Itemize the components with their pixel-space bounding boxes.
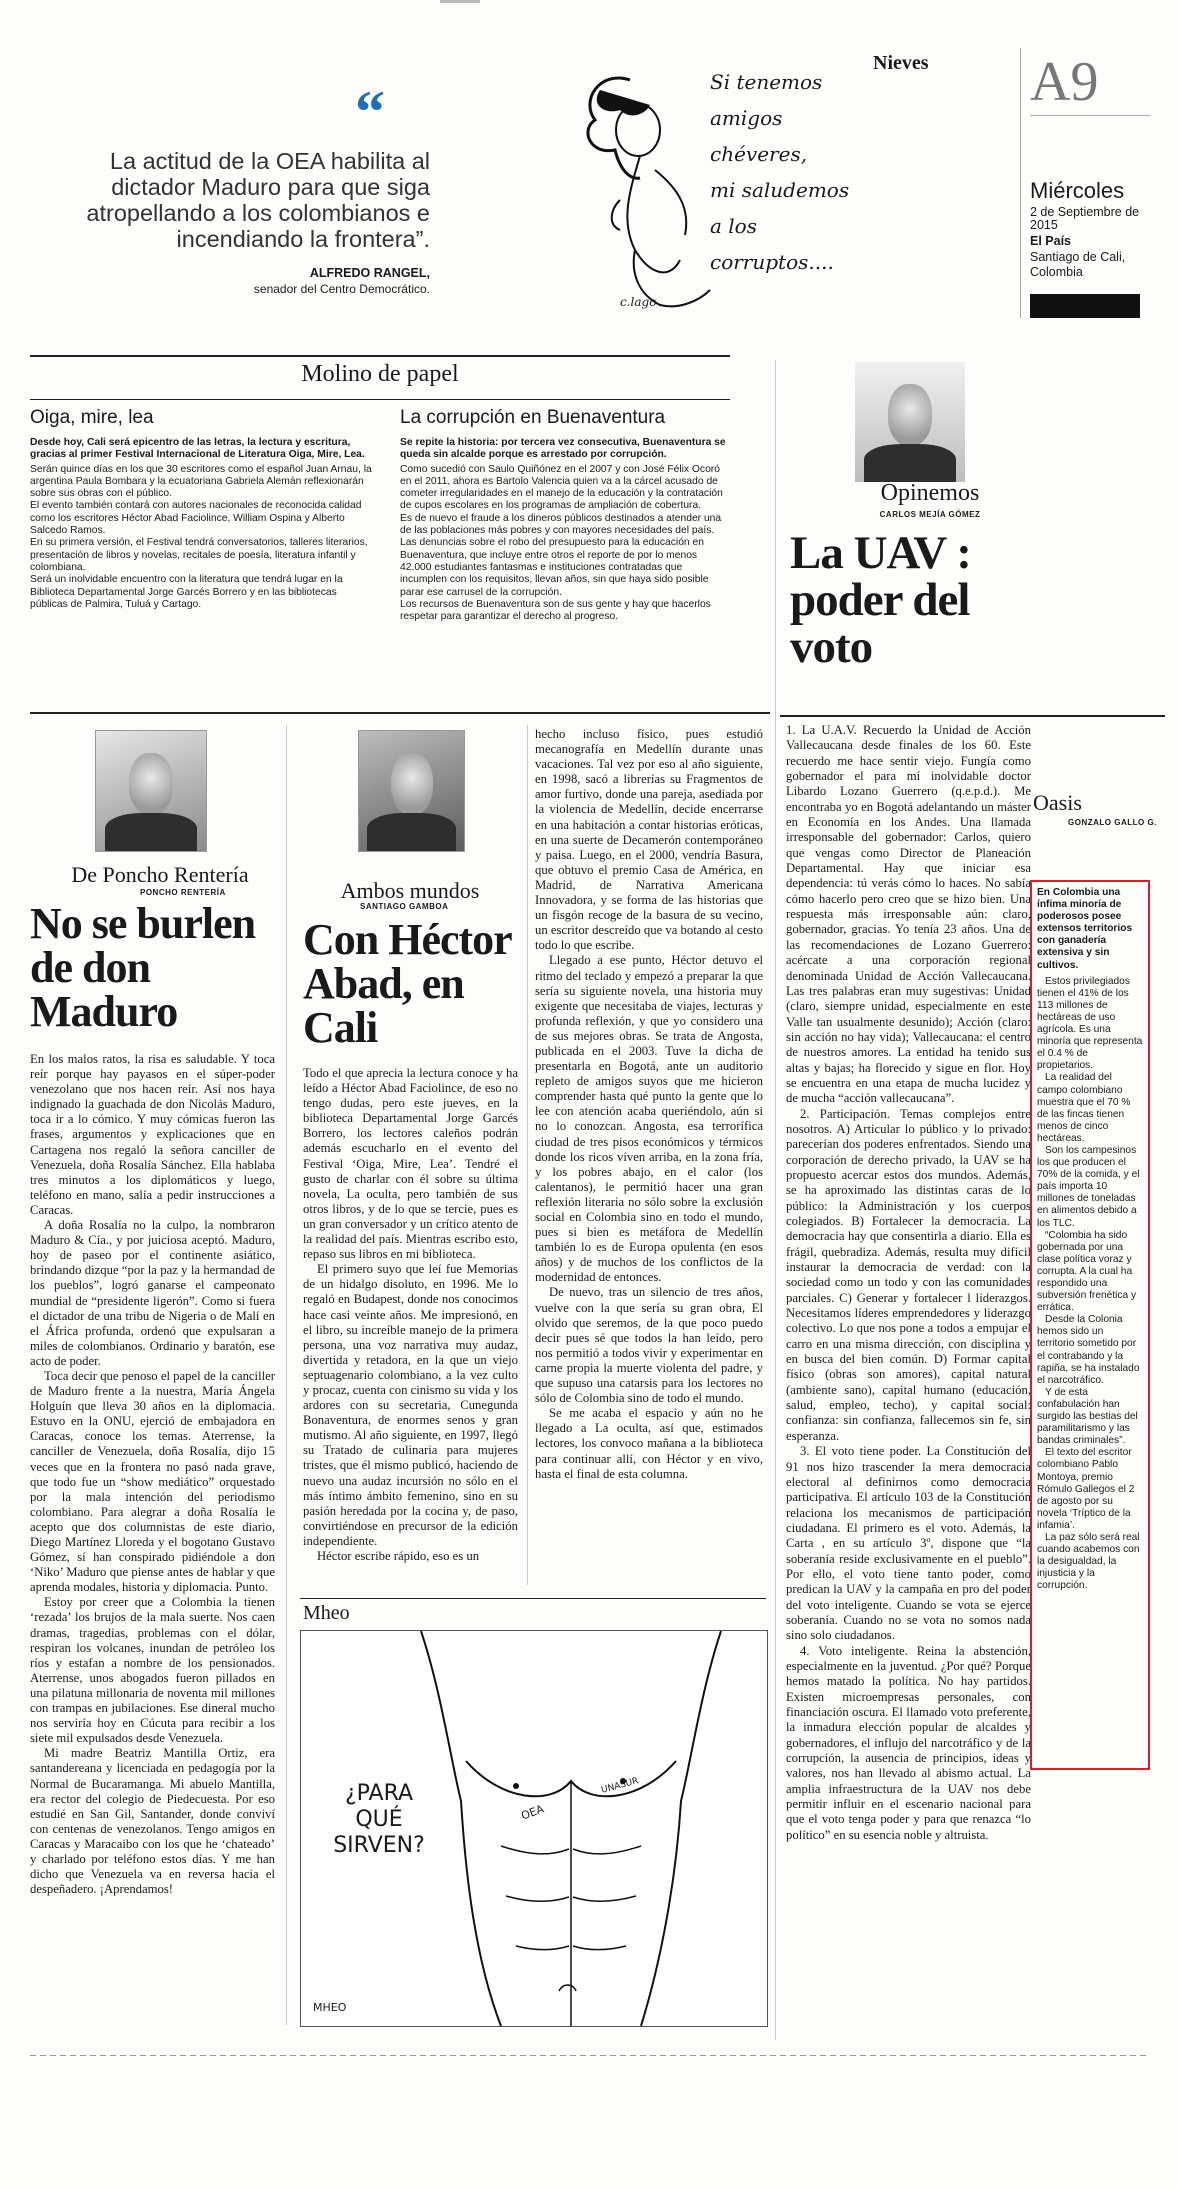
quote-text: La actitud de la OEA habilita al dictador Maduro para que siga atropellando a los colombianos e incendiando la frontera”. [86,148,430,252]
opinemos-p3: 3. El voto tiene poder. La Constitución del 91 nos hizo trascender la mera democracia electoral al definirnos como democracia participativa. El artículo 103 de la Constitución relaciona los mecanismos de participación ciudadana. El primero es el voto. Además, la Carta , en su artículo 3º, dispone que “la soberanía reside exclusivamente en el pueblo”. Por ello, el voto tiene tanto poder, como predican la UAV y la campaña en pro del poder del voto inteligente. Cuando se vota se ejerce soberanía. Cuando no se vota no somos nada sino solo ciudadanos. [786,1444,1031,1643]
cartoon-line-6: corruptos.... [710,250,834,274]
mid-rule [30,712,770,714]
ambos-col2-p3: De nuevo, tras un silencio de tres años, vuelve con la que sería su gran obra, El olvido que seremos, de la que poco puedo decir pues sé que todos la han leído, pero nos permitió a todos vivir y experimentar en carne propia la muerte violenta del padre, y que supuso una catarsis para los lectores no sólo de Colombia sino de todo el mundo. [535,1285,763,1406]
quote-author: ALFREDO RANGEL, [309,266,430,280]
ambos-col2-p1: hecho incluso físico, pues estudió mecanografía en Medellín durante unas vacaciones. Tal vez por eso al año siguiente, en 1998, sacó a librerías su Fragmentos de amor furtivo, donde una pareja, asediada por la violencia de Medellín, decide encerrarse en una habitación a contar historias eróticas, en una suerte de Decamerón contemporáneo y paisa. Luego, en el 2000, vendría Basura, que obtuvo el premio Casa de América, en Madrid, de Narrativa Americana Innovadora, y se forma de las historias que un fisgón recoge de la basura de su vecino, un escritor descreído que va botando al cesto todo lo que escribe. [535,727,763,953]
mheo-bubble-line2: QUÉ [355,1807,403,1832]
masthead-vertical-rule [1020,48,1021,318]
ambos-col1-p2: El primero suyo que leí fue Memorias de un hidalgo disoluto, en 1996. Me lo regaló en Budapest, donde nos conocimos hace casi veinte años. Me impresionó, en el libro, su increíble manejo de la primera persona, una voz narrativa muy audaz, divertida y retadora, en la que un viejo septuagenario colombiano, a la vez culto y procaz, cuenta con cinismo su vida y los ardores con su secretaria, Cunegunda Bonaventura, de enormes senos y gran mutismo. Al año siguiente, en 1997, llegó su Tratado de culinaria para mujeres tristes, que él mismo publicó, haciendo de nuevo una audaz incursión no sólo en el más íntimo ámbito femenino, sino en su pasión heredada por la cocina y, de paso, convirtiéndose en precursor de la edición independiente. [303,1262,518,1548]
cartoon-line-2: amigos [710,106,783,130]
mheo-bubble-line3: SIRVEN? [333,1833,425,1858]
poncho-body [30,1052,275,1897]
molino-section [30,355,730,675]
poncho-section: De Poncho Rentería [71,862,249,887]
molino-right-p3: Las denuncias sobre el robo del presupuesto para la educación en Buenaventura, que incluye entre otros el reporte de por lo menos 42.000 estudiantes fantasmas e instituciones contratadas que incumplen con los requisitos, llevan años, sin que haya sido posible parar ese carrusel de la corrupción. [400,537,709,598]
ambos-headline: Con Héctor Abad, en Cali [303,915,511,1052]
molino-left-lead: Desde hoy, Cali será epicentro de las letras, la lectura y escritura, gracias al primer Festival Internacional de Literatura Oiga, Mire, Lea. [30,437,365,461]
opinemos-divider [780,715,1165,717]
page-number-underline [1030,115,1150,116]
poncho-p1: En los malos ratos, la risa es saludable. Y toca reír porque hay payasos en el súper-poder venezolano que nos hacen reír. Así nos haya indignado la guachada de don Nicolás Maduro, toca ir a lo cómico. Y muy cómicas fueron las frases, argumentos y explicaciones que en Cartagena nos regaló la señora canciller de Venezuela, doña Rosalía Sánchez. Ella hablaba tres minutos a los diplomáticos y luego, teléfono en mano, salía a pedir instrucciones a Caracas. [30,1052,275,1217]
opinemos-headline: La UAV : poder del voto [790,527,971,673]
quote-mark: “ [355,79,385,145]
opinemos-p2: 2. Participación. Temas complejos entre nosotros. A) Articular lo público y lo privado: parecerían dos poderes enfrentados. Siendo una corporación de derecho privado, la UAV se ha propuesto acercar estos dos mundos. Además, se ha aproximado las distintas caras de lo público: la Administración y los cuerpos colegiados. B) Fortalecer la democracia. La democracia hay que consentirla a diario. Ella es frágil, quebradiza. Además, resulta muy difícil instaurar la democracia de verdad: con la sociedad como un todo y con las comunidades parciales. C) Generar y fortalecer l liderazgos. Necesitamos líderes emprendedores y liderazgo colectivo. Lo que nos pone a todos a empujar el carro en una misma dirección, con disciplina y en busca del bien común. D) Formar capital físico (obras son amores), capital natural (ambiente sano), capital humano (educación, salud, empleo, techo), y capital social: confianza: sin confianza, fallecemos sin fe, sin esperanza. [786,1106,1031,1443]
molino-left-p1: Serán quince días en los que 30 escritores como el español Juan Arnau, la argentina Paula Bombara y la ecuatoriana Gabriela Alemán reflexionarán sobre sus obras con el público. [30,463,372,500]
poncho-p5: Mi madre Beatriz Mantilla Ortiz, era santandereana y licenciada en pedagogía por la Normal de Bucaramanga. Mi abuelo Mantilla, era rector del colegio de Piedecuesta. Por eso estudié en San Gil, Santander, donde conviví con centenas de venezolanos. Tengo amigos en Caracas y Maracaibo con los que he ‘chateado’ y charlado por teléfono estos días. Y me han dicho que Venezuela va en reversa hacia el despeñadero. ¡Aprendamos! [30,1746,275,1897]
molino-left-p3: En su primera versión, el Festival tendrá conversatorios, talleres literarios, presentación de libros y novelas, recitales de poesía, literatura infantil y colombiana. [30,537,368,573]
molino-top-rule [30,355,730,357]
molino-left-body [30,437,375,611]
molino-right-p4: Los recursos de Buenaventura son de sus gente y hay que hacerlos respetar para garantizar el derecho al progreso. [400,598,711,623]
column-separator-2 [527,725,528,1585]
oasis-p5: Desde la Colonia hemos sido un territorio sometido por el contrabando y la rapiña, se ha instalado el narcotráfico. [1037,1314,1140,1386]
mheo-bubble-line1: ¿PARA [344,1781,414,1806]
poncho-p2: A doña Rosalía no la culpo, la nombraron Maduro & Cía., y por juiciosa aceptó. Maduro, hoy de paseo por el continente asiático, brindando dizque “por la paz y la hermandad de los pueblos”, logró ganarse el campeonato mundial de “presidente ligerón”. Como si fuera el dictador de una tribu de Nigeria o de Malí en el África profunda, ordenó que expulsaran a miles de colombianos. Ordinario y baratón, ese acto de poder. [30,1218,275,1368]
mheo-signature: MHEO [313,2001,347,2014]
molino-left-p2: El evento también contará con autores nacionales de reconocida calidad como los escritores Héctor Abad Faciolince, William Ospina y Alberto Salcedo Ramos. [30,500,362,537]
cartoon-line-1: Si tenemos [710,70,823,94]
cartoon-line-3: chéveres, [710,142,808,166]
top-rule [440,0,480,3]
oasis-lead: En Colombia una ínfima minoría de poderosos posee extensos territorios con ganadería extensiva y sin cultivos. [1037,887,1133,971]
gamboa-photo [358,730,465,852]
mheo-bubble [319,1781,439,1859]
mheo-section: Mheo [303,1602,350,1624]
opinemos-p1: 1. La U.A.V. Recuerdo la Unidad de Acción Vallecaucana desde finales de los 60. Este recuerdo me hace sentir viejo. Fungía como gobernador el para mí inolvidable doctor Libardo Lozano Guerrero (q.e.p.d.). Me encontraba yo en Bogotá adelantando un máster en Economía en los Andes. Una llamada irresponsable del gobernador: Carlos, quiero que vengas como Director de Planeación Departamental. Hay que iniciar esa dependencia: tú verás cómo lo haces. No sabía cómo hacerlo pero creo que se hizo bien. Una respuesta más irresponsable aún: claro, gobernador, gracias. Yo tenía 23 años. Una de las recomendaciones de Lozano Guerrero: acércate a una corporación regional denominada Unidad de Acción Vallecaucana. Las tres palabras eran muy sugestivas: Unidad (claro, siempre unidad, especialmente en este Valle tan usualmente desunido); Acción (claro: sin acción no hay vida); Vallecaucana: el centro de nuestros amores. La entidad ha tenido sus altas y bajas; ha florecido y sigue en flor. Hoy se encuentra en una etapa de mucha lucidez y de mucha “acción vallecaucana”. [786,723,1031,1106]
molino-right-p1: Como sucedió con Saulo Quiñónez en el 2007 y con José Félix Ocoró en el 2011, ahora es Bartolo Valencia quien va a la cárcel acusado de cometer irregularidades en el manejo de la educación y la contratación de cupos escolares en los programas de ampliación de cobertura. [400,463,723,512]
molino-right-title: La corrupción en Buenaventura [400,407,666,428]
date-block [1030,294,1140,318]
molino-left-p4: Será un inolvidable encuentro con la literatura que tendrá lugar en la Biblioteca Departamental Jorge Garcés Borrero y en las bibliotecas públicas de Palmira, Tuluá y Cartago. [30,574,343,610]
molino-right-p2: Es de nuevo el fraude a los dineros públicos destinados a atender una de las poblaciones más pobres y con mayores necesidades del país. [400,512,722,537]
ambos-col1-p3: Héctor escribe rápido, eso es un [317,1549,480,1563]
masthead [0,0,1177,330]
poncho-author: PONCHO RENTERÍA [140,888,226,897]
molino-right-lead: Se repite la historia: por tercera vez consecutiva, Buenaventura se queda sin alcalde porque es arrestado por corrupción. [400,437,726,461]
oasis-p4: “Colombia ha sido gobernada por una clase política voraz y corrupta. A la cual ha respondido una subversión frenética y errática. [1037,1229,1137,1314]
date-day: Miércoles [1030,178,1125,203]
opinemos-section: Opinemos [880,480,980,506]
oasis-p2: La realidad del campo colombiano muestra que el 70 % de las fincas tienen menos de cinco hectáreas. [1037,1072,1131,1144]
mheo-rule [300,1598,766,1599]
cartoon-line-4: mi saludemos [710,178,850,202]
ambos-col1 [303,1066,518,1564]
section-label: Nieves [873,52,929,74]
ambos-author: SANTIAGO GAMBOA [360,902,449,911]
oasis-p8: La paz sólo será real cuando acabemos con la desigualdad, la injusticia y la corrupción. [1037,1531,1140,1592]
ambos-col2-p2: Llegado a ese punto, Héctor detuvo el ritmo del teclado y empezó a preparar la que sería su siguiente novela, una historia muy exigente que necesitaba de viajes, lecturas y profunda reflexión, y que yo considero una de sus mejores obras. Se trata de Angosta, publicada en el 2003. Tuve la dicha de presentarla en Bogotá, ante un auditorio repleto de amigos suyos que me hicieron comprender hasta qué punto la gente que lo lee con atención acaba queriéndolo, aún si no lo conozcan. Angosta, esa terrorífica ciudad de tres pisos económicos y térmicos donde los ricos viven arriba, en la zona fría, y los pobres abajo, en el calor (los calentanos), le permitió hacer una gran reflexión literaria no sólo sobre la exclusión social en Colombia sino en todo el mundo, pues si bien es metáfora de Medellín también lo es de Europa opulenta (en esos años) y de muchos de los conflictos de la modernidad de entonces. [535,953,763,1285]
oasis-box [1030,880,1150,1770]
top-cartoon [560,60,880,330]
poncho-p3: Toca decir que penoso el papel de la canciller de Maduro frente a la nuestra, María Ángela Holguín que lleva 30 años en la diplomacia. Estuvo en la ONU, ejerció de embajadora en Caracas, conoce los temas. Aterrense, la canciller de Venezuela, doña Rosalía, dijo 15 veces que en la frontera no pasó nada grave, que todo fue un “show mediático” orquestado por la mala intención del periodismo colombiano. Para alegrar a doña Rosalía le acepto que dos columnistas de este diario, Diego Martínez Lloreda y el bogotano Gustavo Gómez, sí han conspirado pidiéndole a don ‘Niko’ Maduro que piense antes de hablar y que aprenda modales, historia y diplomacia. Punto. [30,1368,275,1595]
oasis-p7: El texto del escritor colombiano Pablo Montoya, premio Rómulo Gallegos el 2 de agosto por su novela ‘Tríptico de la infamia’. [1037,1447,1135,1531]
page-number: A9 [1030,51,1099,113]
oasis-author: GONZALO GALLO G. [1068,818,1157,827]
ambos-col1-p1: Todo el que aprecia la lectura conoce y ha leído a Héctor Abad Faciolince, de eso no tengo dudas, pero este jueves, en la biblioteca Departamental Jorge Garcés Borrero, los lectores caleños podrán además escucharlo en el evento del Festival ‘Oiga, Mire, Lea’. Tendré el gusto de charlar con él sobre su última novela, La oculta, pero también de sus otros libros, y de lo que se tercie, pues es un gran conversador y un crítico atento de la realidad del país. Mientras escribo esto, repaso sus libros en mi biblioteca. [303,1066,518,1262]
opinemos-author: CARLOS MEJÍA GÓMEZ [879,510,981,519]
ambos-col2 [535,727,763,1482]
opinemos-body [786,723,1031,1843]
date-text: 2 de Septiembre de 2015 [1030,205,1140,232]
bottom-dash-rule [30,2055,1150,2056]
oasis-p3: Son los campesinos los que producen el 70% de la comida, y el país importa 10 millones de toneladas en alimentos debido a los TLC. [1037,1144,1140,1229]
molino-left-title: Oiga, mire, lea [30,407,154,428]
mheo-tag-right: UNASUR [600,1776,640,1796]
cartoon-line-5: a los [710,214,757,238]
poncho-headline: No se burlen de don Maduro [30,899,256,1036]
ambos-section: Ambos mundos [340,878,480,903]
mheo-tag-left: OEA [519,1802,546,1823]
oasis-p6: Y de esta confabulación han surgido las bestias del paramilitarismo y las bandas criminales”. [1037,1386,1138,1447]
city-text: Santiago de Cali, Colombia [1030,250,1126,279]
oasis-section: Oasis [1033,790,1082,815]
quote-role: senador del Centro Democrático. [253,282,430,296]
poncho-photo [95,730,207,852]
molino-title: Molino de papel [301,361,459,387]
oasis-p1: Estos privilegiados tienen el 41% de los 113 millones de hectáreas de uso agrícola. Es una minoría que representa el 0.4 % de propietarios. [1037,975,1143,1072]
carlos-mejia-photo [855,362,965,482]
molino-title-rule [30,399,730,400]
mheo-cartoon [300,1630,768,2027]
ambos-col2-p4: Se me acaba el espacio y aún no he llegado a La oculta, así que, estimados lectores, los convoco mañana a la biblioteca para continuar allí, con Héctor y en vivo, hasta el final de esta columna. [535,1406,763,1481]
molino-right-body [400,437,730,623]
opinemos-p4: 4. Voto inteligente. Reina la abstención, especialmente en la juventud. ¿Por qué? Porque hemos matado la política. No hay partidos. Existen microempresas personales, con financiación oscura. El llamado voto preferente, la inmadura elección popular de alcaldes y gobernadores, el influjo del narcotráfico y de la corrupción, la ausencia de principios, ideas y valores, nos han llevado al abismo actual. La amplia infraestructura de la UAV nos debe permitir influir en el escenario nacional para que el voto tenga poder y para que renazca “lo político” en su esencia noble y altruista. [786,1643,1031,1842]
cartoon-signature: c.lago [620,295,657,309]
paper-name: El País [1030,234,1071,248]
column-separator-1 [286,725,287,2025]
column-separator-3 [775,360,776,2040]
poncho-p4: Estoy por creer que a Colombia la tienen ‘rezada’ los brujos de la mala suerte. Nos caen dramas, tragedias, problemas con el dólar, respiran los volcanes, inundan de petróleo los ríos y estafan a nombre de los pensionados. Aterrense, unos abogados fueron pillados en una pilatuna millonaria de noventa mil millones con trampas en jubilaciones. Ese dineral mucho nos serviría hoy en Cúcuta para recibir a los siete mil expulsados desde Venezuela. [30,1595,275,1746]
